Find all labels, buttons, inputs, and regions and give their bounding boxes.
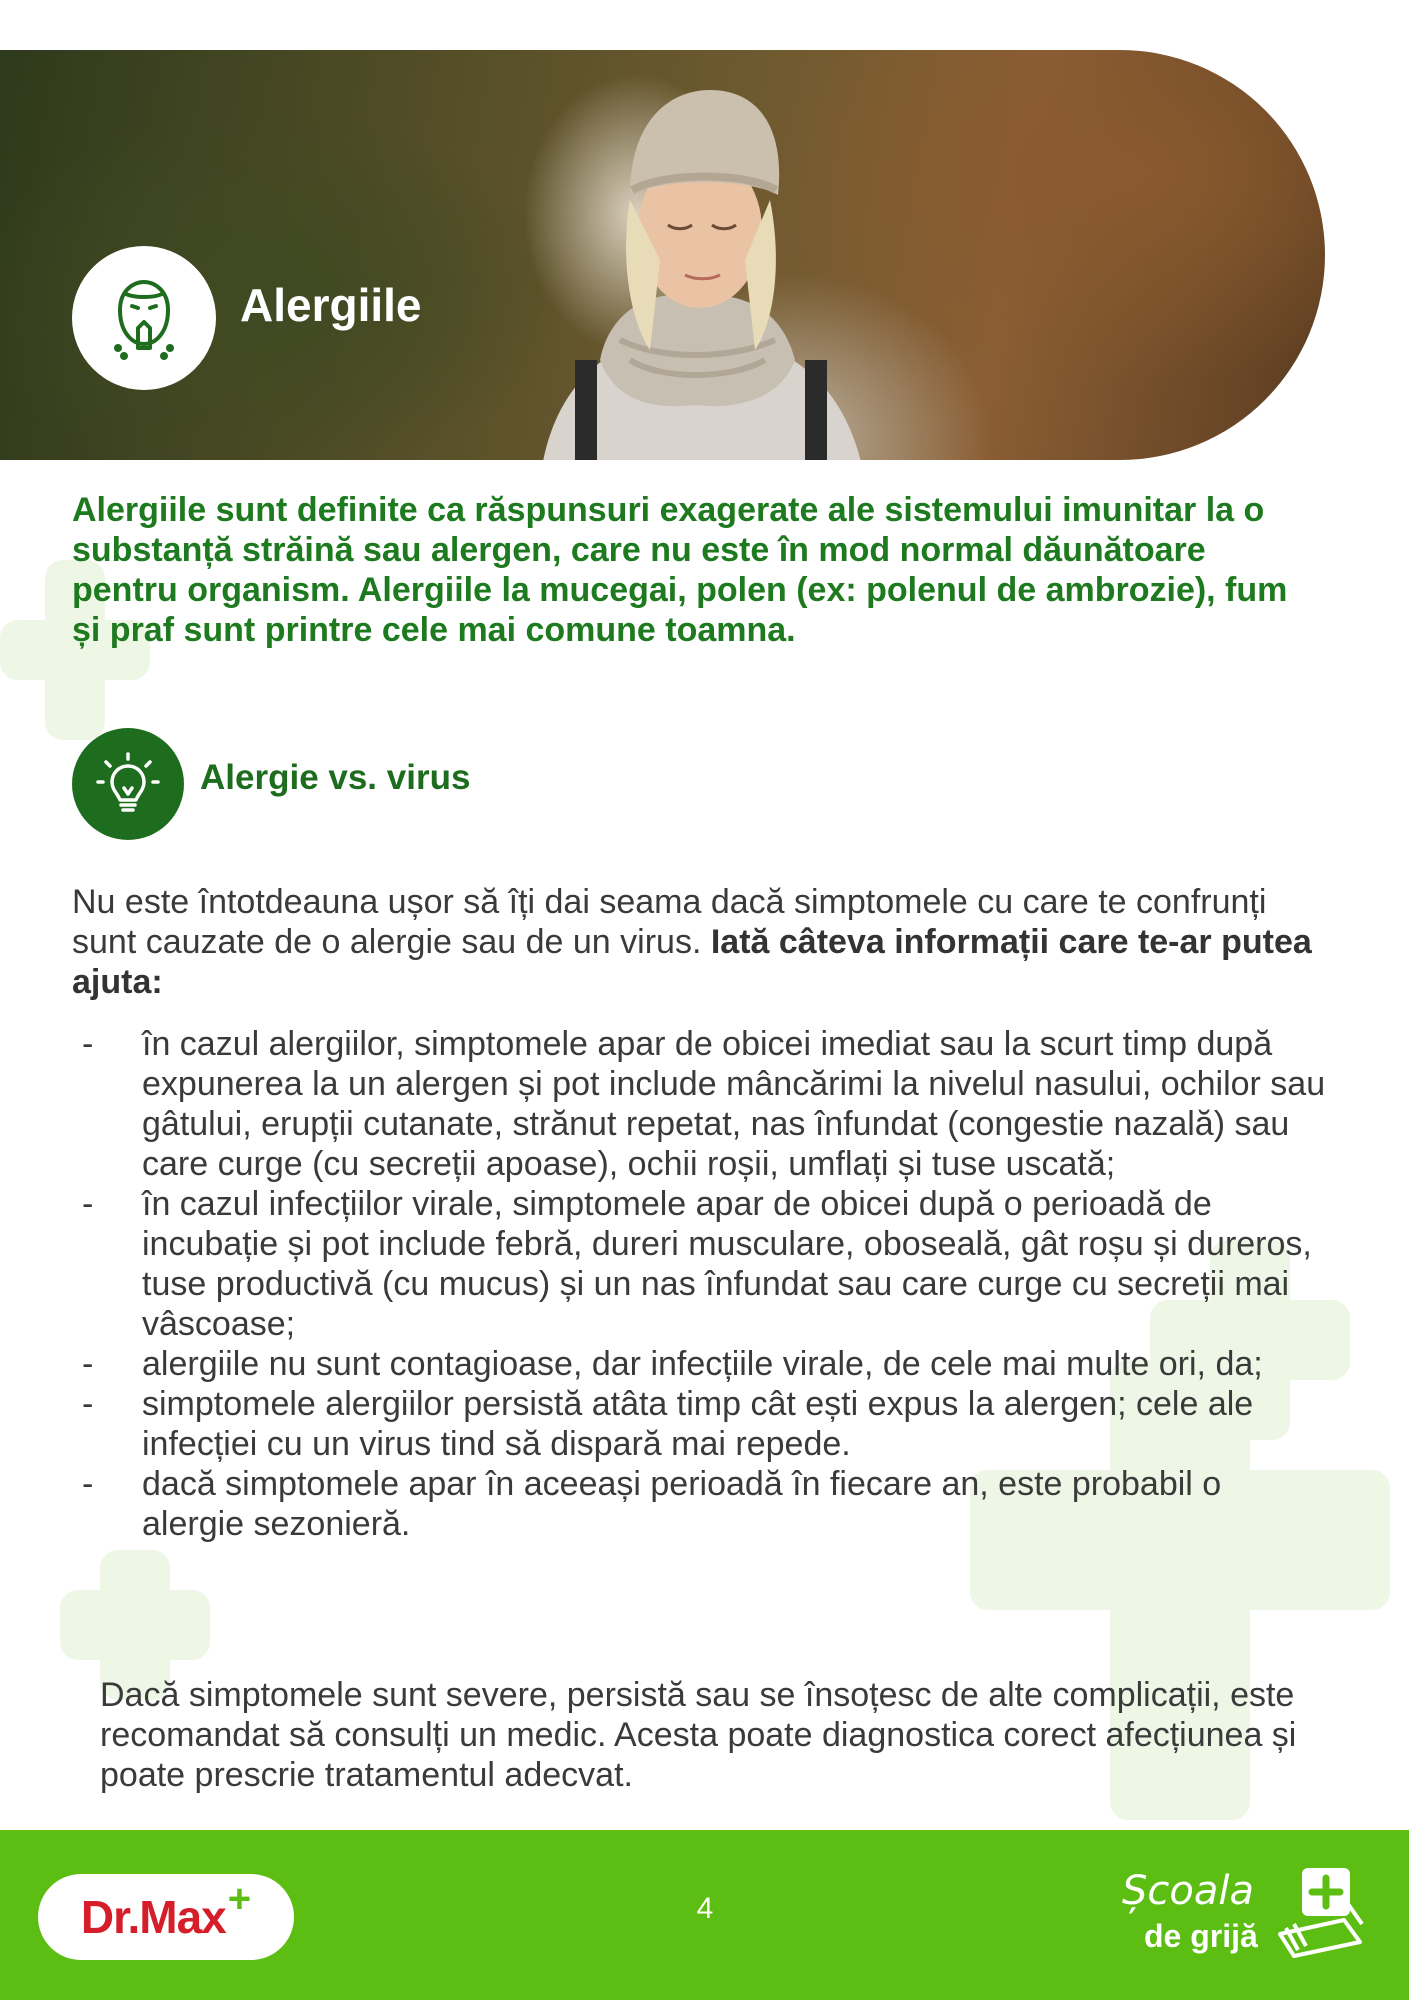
sneezing-face-icon xyxy=(96,270,192,366)
list-item-text: în cazul infecțiilor virale, simptomele apar de obicei după o perioadă de incubație și pot include febră, dureri musculare, oboseală, gât roșu și dureros, tuse productivă (cu mucus) și un nas înfundat sau care curge cu secreții mai vâscoase; xyxy=(142,1185,1312,1343)
list-item-text: simptomele alergiilor persistă atâta timp cât ești expus la alergen; cele ale infecției cu un virus tind să dispară mai repede. xyxy=(142,1385,1254,1463)
list-item-text: alergiile nu sunt contagioase, dar infecțiile virale, de cele mai multe ori, da; xyxy=(142,1345,1263,1383)
intro-paragraph xyxy=(72,882,1322,1002)
scoala-de-grija-logo xyxy=(1118,1864,1368,1974)
page-number: 4 xyxy=(696,1892,714,1925)
footer-bar xyxy=(0,1830,1409,2000)
intro-text: Nu este întotdeauna ușor să îți dai seama dacă simptomele cu care te confrunți sunt cauzate de o alergie sau de un virus. xyxy=(72,883,1267,961)
allergy-title-badge xyxy=(72,246,216,390)
list-item-text: în cazul alergiilor, simptomele apar de obicei imediat sau la scurt timp după expunerea la un alergen și pot include mâncărimi la nivelul nasului, ochilor sau gâtului, erupții cutanate, strănut repetat, nas înfundat (congestie nazală) sau care curge (cu secreții apoase), ochii roșii, umflați și tuse uscată; xyxy=(142,1025,1326,1183)
drmax-logo-plus: + xyxy=(227,1876,252,1921)
lightbulb-icon xyxy=(92,748,164,820)
list-item xyxy=(72,1384,1332,1464)
school-logo-line2: de grijă xyxy=(1144,1918,1258,1954)
bullet-marker: - xyxy=(82,1025,94,1063)
list-item xyxy=(72,1024,1332,1184)
medical-book-plus-icon xyxy=(1274,1864,1366,1964)
drmax-logo[interactable] xyxy=(38,1874,294,1960)
school-logo-line1: Școala xyxy=(1122,1868,1254,1914)
bullet-marker: - xyxy=(82,1185,94,1223)
hero-banner xyxy=(0,50,1325,460)
page-title: Alergiile xyxy=(240,279,422,331)
intro-bold-text: Iată câteva informații care te-ar putea ajuta: xyxy=(72,923,1312,1001)
list-item xyxy=(72,1344,1332,1384)
list-item xyxy=(72,1184,1332,1344)
bullet-marker: - xyxy=(82,1385,94,1423)
list-item xyxy=(72,1464,1332,1544)
bullet-marker: - xyxy=(82,1345,94,1383)
list-item-text: dacă simptomele apar în aceeași perioadă în fiecare an, este probabil o alergie sezonieră. xyxy=(142,1465,1222,1543)
comparison-list xyxy=(72,1024,1332,1544)
bullet-marker: - xyxy=(82,1465,94,1503)
lead-paragraph: Alergiile sunt definite ca răspunsuri exagerate ale sistemului imunitar la o substanță străină sau alergen, care nu este în mod normal dăunătoare pentru organism. Alergiile la mucegai, polen (ex: polenul de ambrozie), fum și praf sunt printre cele mai comune toamna. xyxy=(72,491,1288,649)
woman-in-knit-hat-photo xyxy=(520,60,870,460)
drmax-logo-text: Dr.Max xyxy=(80,1891,226,1943)
section-title: Alergie vs. virus xyxy=(200,758,471,797)
closing-paragraph: Dacă simptomele sunt severe, persistă sau se însoțesc de alte complicații, este recomandat să consulți un medic. Acesta poate diagnostica corect afecțiunea și poate prescrie tratamentul adecvat. xyxy=(100,1676,1297,1794)
section-icon-badge xyxy=(72,728,184,840)
